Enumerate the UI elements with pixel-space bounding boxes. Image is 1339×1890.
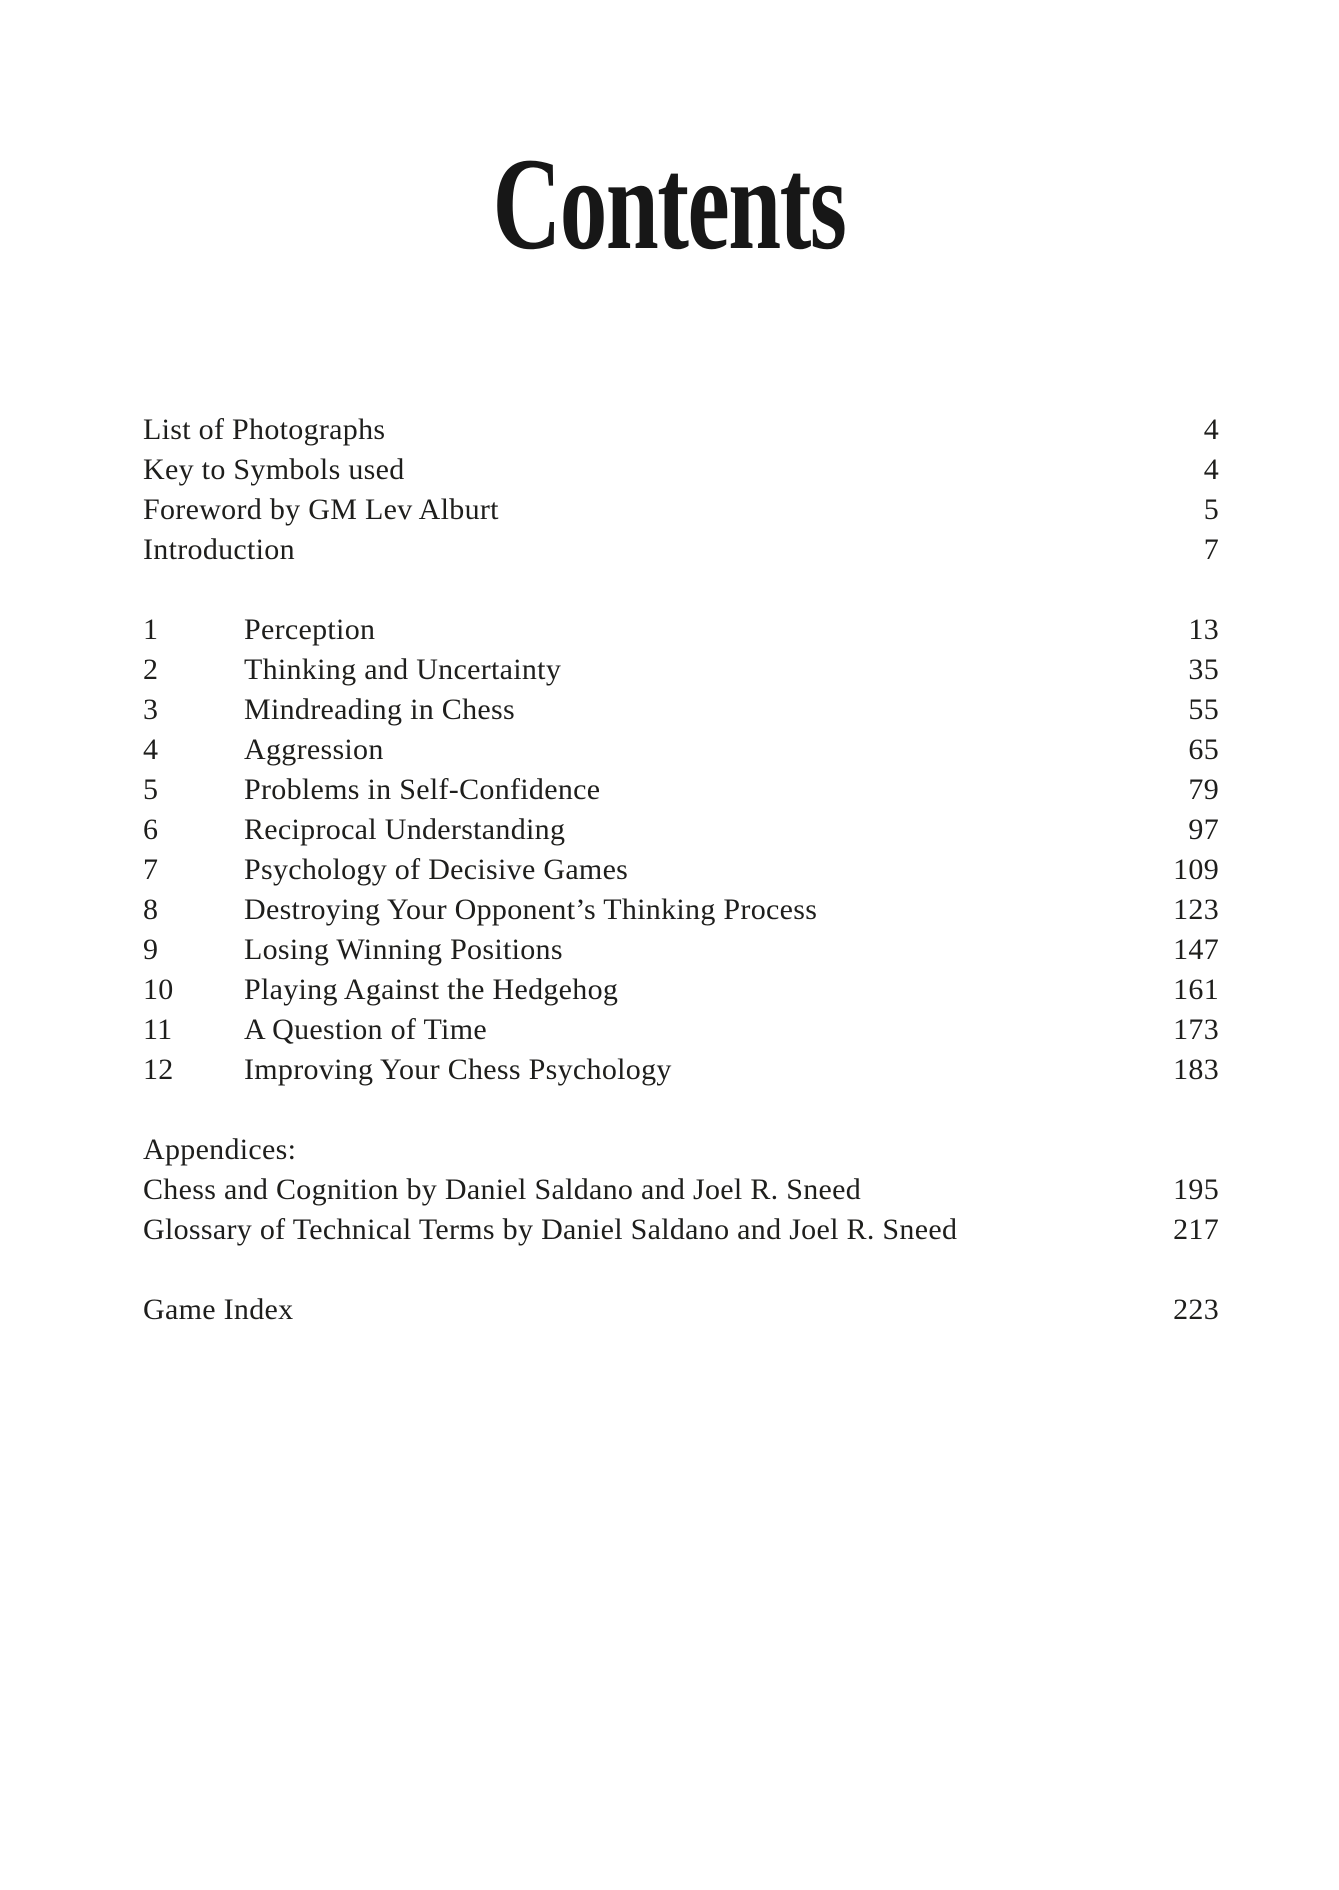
chapter-number: 12: [143, 1053, 174, 1086]
chapter-number: 8: [143, 893, 159, 926]
page-number: 4: [1203, 413, 1219, 446]
page-number: 97: [1188, 813, 1219, 846]
chapter-row: [143, 850, 1219, 890]
toc-entry-label: Introduction: [143, 533, 295, 566]
chapter-row: [143, 810, 1219, 850]
front-matter-list: [143, 410, 1219, 570]
appendices-heading: Appendices:: [143, 1133, 297, 1166]
chapter-title: Losing Winning Positions: [244, 933, 563, 966]
chapter-row: [143, 970, 1219, 1010]
toc-entry-label: List of Photographs: [143, 413, 386, 446]
chapter-number: 10: [143, 973, 174, 1006]
game-index-section: [143, 1290, 1219, 1330]
chapter-number: 4: [143, 733, 159, 766]
chapter-title: Mindreading in Chess: [244, 693, 515, 726]
chapter-title: A Question of Time: [244, 1013, 487, 1046]
appendix-row: [143, 1170, 1219, 1210]
chapter-title: Thinking and Uncertainty: [244, 653, 562, 686]
chapter-number: 6: [143, 813, 159, 846]
chapter-number: 9: [143, 933, 159, 966]
chapter-number: 7: [143, 853, 159, 886]
page-number: 183: [1173, 1053, 1219, 1086]
chapter-row: [143, 930, 1219, 970]
page-number: 65: [1188, 733, 1219, 766]
chapter-list: [143, 610, 1219, 1090]
chapter-row: [143, 890, 1219, 930]
chapter-title: Destroying Your Opponent’s Thinking Process: [244, 893, 818, 926]
chapter-row: [143, 770, 1219, 810]
page-number: 223: [1173, 1293, 1219, 1326]
page-number: 109: [1173, 853, 1219, 886]
page-number: 4: [1203, 453, 1219, 486]
chapter-title: Perception: [244, 613, 376, 646]
appendices-heading-row: [143, 1130, 1219, 1170]
page-number: 161: [1173, 973, 1219, 1006]
page-number: 79: [1188, 773, 1219, 806]
table-of-contents: [143, 410, 1219, 1330]
game-index-label: Game Index: [143, 1293, 294, 1326]
chapter-row: [143, 1050, 1219, 1090]
page-number: 195: [1173, 1173, 1219, 1206]
toc-entry-label: Foreword by GM Lev Alburt: [143, 493, 499, 526]
appendix-row: [143, 1210, 1219, 1250]
chapter-number: 11: [143, 1013, 173, 1046]
toc-entry-label: Key to Symbols used: [143, 453, 405, 486]
chapter-title: Playing Against the Hedgehog: [244, 973, 619, 1006]
page-number: 7: [1203, 533, 1219, 566]
page-number: 13: [1188, 613, 1219, 646]
chapter-row: [143, 610, 1219, 650]
chapter-number: 2: [143, 653, 159, 686]
page-number: 35: [1188, 653, 1219, 686]
chapter-row: [143, 650, 1219, 690]
page-number: 173: [1173, 1013, 1219, 1046]
page-number: 147: [1173, 933, 1219, 966]
toc-row: [143, 490, 1219, 530]
chapter-row: [143, 1010, 1219, 1050]
chapter-title: Reciprocal Understanding: [244, 813, 566, 846]
toc-row: [143, 410, 1219, 450]
game-index-row: [143, 1290, 1219, 1330]
chapter-title: Psychology of Decisive Games: [244, 853, 629, 886]
page-number: 123: [1173, 893, 1219, 926]
chapter-row: [143, 690, 1219, 730]
page-title-wrap: [0, 130, 1339, 277]
page-title: Contents: [493, 130, 846, 277]
chapter-number: 5: [143, 773, 159, 806]
chapter-number: 3: [143, 693, 159, 726]
appendices-section: [143, 1130, 1219, 1250]
page-number: 55: [1188, 693, 1219, 726]
appendix-label: Glossary of Technical Terms by Daniel Saldano and Joel R. Sneed: [143, 1213, 958, 1246]
chapter-title: Aggression: [244, 733, 384, 766]
toc-row: [143, 450, 1219, 490]
appendix-label: Chess and Cognition by Daniel Saldano and Joel R. Sneed: [143, 1173, 862, 1206]
chapter-row: [143, 730, 1219, 770]
chapter-title: Problems in Self-Confidence: [244, 773, 601, 806]
page-number: 217: [1173, 1213, 1219, 1246]
chapter-number: 1: [143, 613, 159, 646]
page-number: 5: [1203, 493, 1219, 526]
chapter-title: Improving Your Chess Psychology: [244, 1053, 672, 1086]
toc-row: [143, 530, 1219, 570]
